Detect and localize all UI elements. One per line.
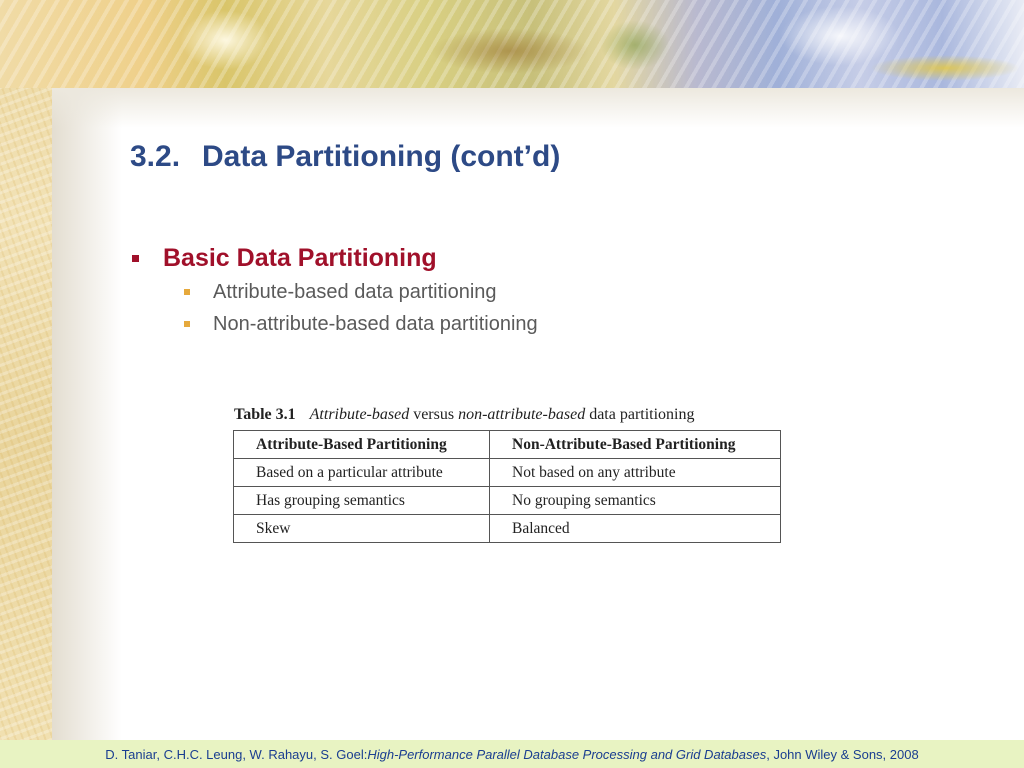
table-header-cell: Non-Attribute-Based Partitioning [490,431,781,459]
table-row [234,459,781,487]
table-header-row [234,431,781,459]
top-decorative-banner [0,0,1024,88]
footer-authors: D. Taniar, C.H.C. Leung, W. Rahayu, S. Goel: [105,746,368,762]
bullet-sub [184,276,538,308]
bullet-main-text: Basic Data Partitioning [163,243,437,272]
table-cell: Not based on any attribute [490,459,781,487]
table-cell: Has grouping semantics [234,487,490,515]
table-caption-text: versus [409,406,459,423]
footer-citation [0,740,1024,768]
bullet-sub-text: Attribute-based data partitioning [213,280,497,303]
table-header-cell: Attribute-Based Partitioning [234,431,490,459]
top-shadow [52,88,1024,128]
comparison-table [233,430,781,543]
square-bullet-icon [132,255,139,262]
table-caption-text: data partitioning [585,406,695,423]
table-caption-italic: non-attribute-based [458,406,586,423]
table-cell: Skew [234,515,490,543]
square-bullet-icon [184,289,190,295]
leaf-decoration [180,10,270,70]
table-caption-label: Table 3.1 [234,406,296,423]
slide-title [130,140,560,174]
table-cell: No grouping semantics [490,487,781,515]
bullet-sub [184,308,538,340]
table-row [234,487,781,515]
slide-title-text: Data Partitioning (cont’d) [202,140,561,173]
square-bullet-icon [184,321,190,327]
table-caption-italic: Attribute-based [309,406,410,423]
leaf-decoration [430,28,590,74]
leaf-decoration [870,55,1020,81]
bullet-sub-text: Non-attribute-based data partitioning [213,312,538,335]
left-decorative-strip [0,0,52,740]
slide-title-number: 3.2. [130,140,181,173]
table-caption [234,406,695,424]
table-row [234,515,781,543]
table-cell: Based on a particular attribute [234,459,490,487]
bullet-main [132,240,538,276]
table-cell: Balanced [490,515,781,543]
bullet-list [132,240,538,340]
footer-publisher: , John Wiley & Sons, 2008 [766,746,919,762]
footer-book-title: High-Performance Parallel Database Processing and Grid Databases [367,746,767,762]
leaf-decoration [600,20,670,70]
